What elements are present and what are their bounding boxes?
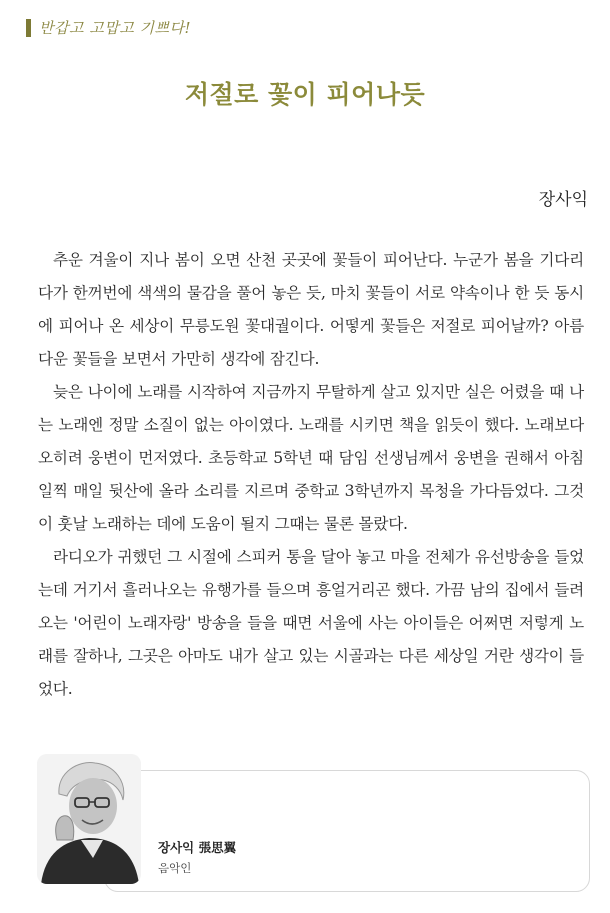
series-header <box>26 17 191 38</box>
article-author: 장사익 <box>538 190 588 210</box>
profile-role: 음악인 <box>158 861 192 875</box>
author-photo <box>37 754 141 884</box>
paragraph-3: 라디오가 귀했던 그 시절에 스피커 통을 달아 놓고 마을 전체가 유선방송을 들었는데 거기서 흘러나오는 유행가를 들으며 흥얼거리곤 했다. 가끔 남의 집에서 들려오는 '어린이 노래자랑' 방송을 들을 때면 서울에 사는 아이들은 어쩌면 저렇게 노래를 잘하나, 그곳은 아마도 내가 살고 있는 시골과는 다른 세상일 거란 생각이 들었다. <box>38 548 584 698</box>
paragraph-1: 추운 겨울이 지나 봄이 오면 산천 곳곳에 꽃들이 피어난다. 누군가 봄을 기다리다가 한꺼번에 색색의 물감을 풀어 놓은 듯, 마치 꽃들이 서로 약속이나 한 듯 동시에 피어나 온 세상이 무릉도원 꽃대궐이다. 어떻게 꽃들은 저절로 피어날까? 아름다운 꽃들을 보면서 가만히 생각에 잠긴다. <box>38 251 584 368</box>
article-body <box>38 244 584 706</box>
profile-name: 장사익 張思翼 <box>158 840 237 855</box>
article-title: 저절로 꽃이 피어나듯 <box>184 80 426 109</box>
portrait-photo-icon <box>37 754 141 884</box>
series-title: 반갑고 고맙고 기쁘다! <box>39 19 191 37</box>
series-accent-bar <box>26 19 31 37</box>
paragraph-2: 늦은 나이에 노래를 시작하여 지금까지 무탈하게 살고 있지만 실은 어렸을 때 나는 노래엔 정말 소질이 없는 아이였다. 노래를 시키면 책을 읽듯이 했다. 노래보다 오히려 웅변이 먼저였다. 초등학교 5학년 때 담임 선생님께서 웅변을 권해서 아침 일찍 매일 뒷산에 올라 소리를 지르며 중학교 3학년까지 목청을 가다듬었다. 그것이 훗날 노래하는 데에 도움이 될지 그때는 물론 몰랐다. <box>38 383 584 533</box>
